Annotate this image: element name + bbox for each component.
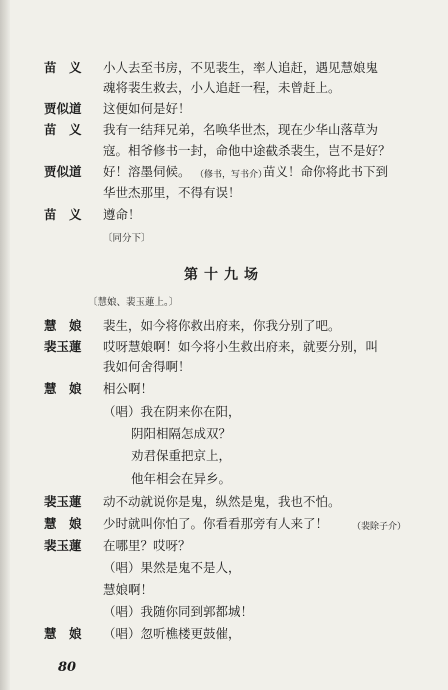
speaker-label: 贾似道 [44, 101, 82, 116]
dialogue-line: 好！溶墨伺候。 [103, 164, 191, 179]
sung-line: 劝君保重把京上， [131, 448, 232, 463]
speaker-label: 贾似道 [44, 164, 82, 179]
stage-note: （裴除子介） [352, 522, 407, 532]
speaker-label: 慧 娘 [44, 626, 82, 641]
sung-line: （唱）忽听樵楼更鼓催， [103, 626, 241, 641]
dialogue-line: 遵命！ [103, 207, 141, 222]
dialogue-line: 在哪里？哎呀？ [103, 538, 191, 553]
sung-line: （唱）我随你同到郭都城！ [103, 604, 254, 619]
sung-line: （唱）果然是鬼不是人， [103, 560, 241, 575]
page-number: 80 [58, 660, 77, 675]
dialogue-line: 我如何舍得啊！ [103, 359, 191, 374]
sung-line: 他年相会在异乡。 [131, 471, 232, 486]
dialogue-line: 魂将裴生救去，小人追赶一程，未曾赶上。 [103, 80, 341, 95]
dialogue-line: 这便如何是好！ [103, 101, 191, 116]
dialogue-line: 裴生，如今将你救出府来，你我分别了吧。 [103, 318, 341, 333]
speaker-label: 苗 义 [44, 207, 82, 222]
stage-direction: 〔同分下〕 [103, 233, 151, 244]
dialogue-line: 相公啊！ [103, 381, 154, 396]
speaker-label: 裴玉蓮 [44, 538, 82, 553]
speaker-label: 裴玉蓮 [44, 494, 82, 509]
stage-note: （修书，写书介） [195, 170, 268, 180]
scene-title: 第十九场 [184, 267, 264, 283]
speaker-label: 苗 义 [44, 122, 82, 137]
sung-line: 阴阳相隔怎成双？ [131, 426, 232, 441]
dialogue-line: 少时就叫你怕了。你看看那旁有人来了！ [103, 516, 329, 531]
dialogue-line: 寇。相爷修书一封，命他中途截杀裴生，岂不是好？ [103, 143, 391, 158]
dialogue-line: 小人去至书房，不见裴生，率人追赶，遇见慧娘鬼 [103, 60, 379, 75]
dialogue-line: 动不动就说你是鬼，纵然是鬼，我也不怕。 [103, 494, 341, 509]
dialogue-line: 华世杰那里，不得有误！ [103, 185, 241, 200]
page-edge-shadow [0, 0, 10, 690]
speaker-label: 慧 娘 [44, 381, 82, 396]
dialogue-line: 慧娘啊！ [103, 582, 154, 597]
dialogue-line: 哎呀慧娘啊！如今将小生救出府来，就要分别，叫 [103, 339, 379, 354]
speaker-label: 慧 娘 [44, 516, 82, 531]
speaker-label: 慧 娘 [44, 318, 82, 333]
sung-line: （唱）我在阴来你在阳， [103, 404, 241, 419]
speaker-label: 苗 义 [44, 60, 82, 75]
speaker-label: 裴玉蓮 [44, 339, 82, 354]
dialogue-line: 苗义！命你将此书下到 [263, 164, 389, 179]
stage-direction: 〔慧娘、裴玉蓮上。〕 [88, 297, 179, 308]
dialogue-line: 我有一结拜兄弟，名唤华世杰，现在少华山落草为 [103, 122, 379, 137]
